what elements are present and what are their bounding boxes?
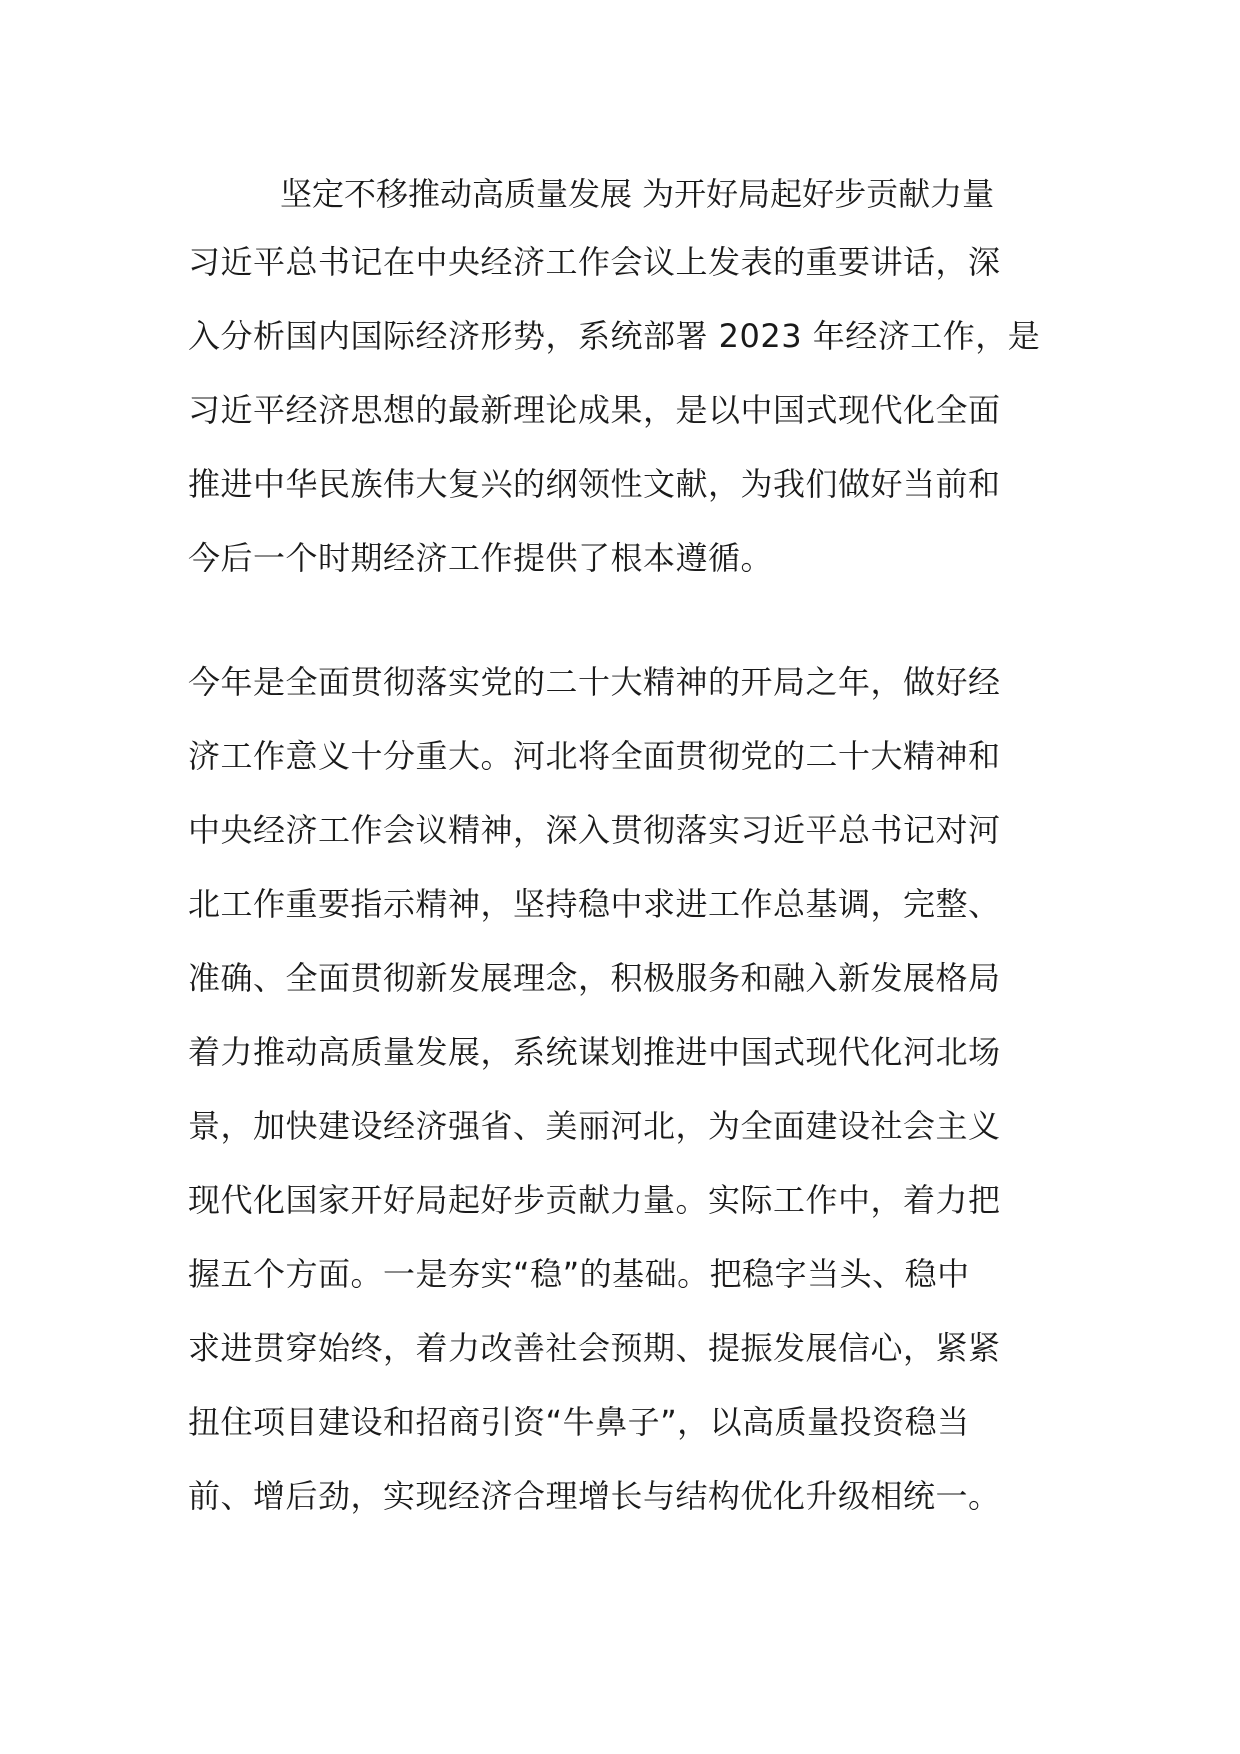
paragraph-1 (188, 225, 1058, 595)
paragraph-line: 前、增后劲，实现经济合理增长与结构优化升级相统一。 (188, 1477, 1001, 1515)
paragraph-line: 北工作重要指示精神，坚持稳中求进工作总基调，完整、 (188, 885, 1001, 923)
paragraph-line: 入分析国内国际经济形势，系统部署 2023 年经济工作，是 (188, 317, 1041, 355)
paragraph-line: 握五个方面。一是夯实“稳”的基础。把稳字当头、稳中 (188, 1255, 970, 1293)
paragraph-2 (188, 645, 1058, 1533)
paragraph-line: 习近平经济思想的最新理论成果，是以中国式现代化全面 (188, 391, 1001, 429)
paragraph-line: 今年是全面贯彻落实党的二十大精神的开局之年，做好经 (188, 663, 1001, 701)
paragraph-line: 求进贯穿始终，着力改善社会预期、提振发展信心，紧紧 (188, 1329, 1001, 1367)
paragraph-line: 景，加快建设经济强省、美丽河北，为全面建设社会主义 (188, 1107, 1001, 1145)
paragraph-line: 扭住项目建设和招商引资“牛鼻子”，以高质量投资稳当 (188, 1403, 970, 1441)
document-title: 坚定不移推动高质量发展 为开好局起好步贡献力量 (280, 175, 995, 213)
paragraph-line: 中央经济工作会议精神，深入贯彻落实习近平总书记对河 (188, 811, 1001, 849)
paragraph-line: 济工作意义十分重大。河北将全面贯彻党的二十大精神和 (188, 737, 1001, 775)
paragraph-line: 今后一个时期经济工作提供了根本遵循。 (188, 539, 774, 577)
paragraph-line: 现代化国家开好局起好步贡献力量。实际工作中，着力把 (188, 1181, 1001, 1219)
paragraph-line: 准确、全面贯彻新发展理念，积极服务和融入新发展格局 (188, 959, 1001, 997)
paragraph-line: 推进中华民族伟大复兴的纲领性文献，为我们做好当前和 (188, 465, 1001, 503)
paragraph-line: 习近平总书记在中央经济工作会议上发表的重要讲话，深 (188, 243, 1001, 281)
paragraph-line: 着力推动高质量发展，系统谋划推进中国式现代化河北场 (188, 1033, 1001, 1071)
